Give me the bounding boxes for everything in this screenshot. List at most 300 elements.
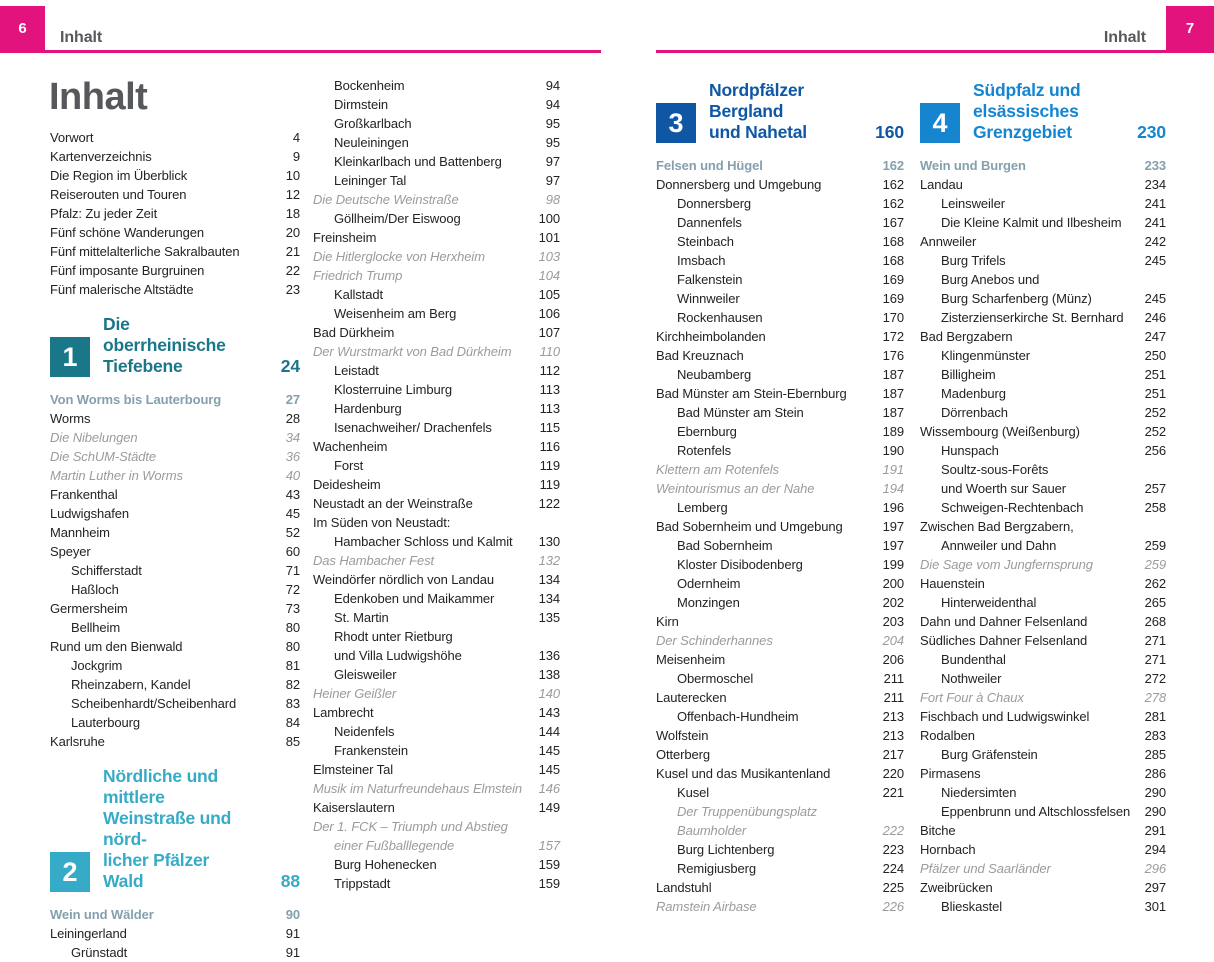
entry-label: Scheibenhardt/Scheibenhard xyxy=(71,696,237,711)
toc-feature-entry xyxy=(313,817,560,836)
entry-label: Zweibrücken xyxy=(920,880,993,895)
entry-label: Isenachweiher/ Drachenfels xyxy=(334,420,492,435)
toc-entry xyxy=(920,270,1166,289)
entry-label: Dirmstein xyxy=(334,97,388,112)
entry-label: Pfälzer und Saarländer xyxy=(920,861,1051,876)
entry-page-number: 143 xyxy=(538,705,560,720)
entry-page-number: 21 xyxy=(285,244,300,259)
entry-page-number: 162 xyxy=(882,177,904,192)
entry-label: Bad Dürkheim xyxy=(313,325,395,340)
entry-label: Steinbach xyxy=(677,234,734,249)
entry-page-number: 169 xyxy=(882,272,904,287)
entry-page-number: 52 xyxy=(285,525,300,540)
toc-feature-entry xyxy=(656,821,904,840)
entry-page-number: 4 xyxy=(292,130,300,145)
toc-entry xyxy=(920,213,1166,232)
entry-label: Gleisweiler xyxy=(334,667,397,682)
toc-entry xyxy=(313,133,560,152)
entry-label: Burg Anebos und xyxy=(941,272,1040,287)
entry-page-number: 94 xyxy=(545,78,560,93)
toc-entry xyxy=(313,418,560,437)
chapter-title-line: Weinstraße und nörd- xyxy=(103,808,232,849)
chapter-title-line: Grenzgebiet xyxy=(973,122,1072,142)
entry-page-number: 213 xyxy=(882,709,904,724)
entry-label: Die Deutsche Weinstraße xyxy=(313,192,459,207)
entry-label: Kloster Disibodenberg xyxy=(677,557,803,572)
entry-label: Die Nibelungen xyxy=(50,430,138,445)
toc-entry xyxy=(313,798,560,817)
toc-entry xyxy=(50,637,300,656)
entry-page-number: 251 xyxy=(1144,386,1166,401)
entry-page-number: 162 xyxy=(882,158,904,173)
entry-page-number: 268 xyxy=(1144,614,1166,629)
entry-page-number: 221 xyxy=(882,785,904,800)
entry-page-number: 10 xyxy=(285,168,300,183)
entry-label: Burg Gräfenstein xyxy=(941,747,1038,762)
entry-page-number: 245 xyxy=(1144,253,1166,268)
entry-page-number: 95 xyxy=(545,116,560,131)
entry-label: Odernheim xyxy=(677,576,741,591)
entry-label: Annweiler und Dahn xyxy=(941,538,1057,553)
entry-page-number: 144 xyxy=(538,724,560,739)
entry-page-number: 257 xyxy=(1144,481,1166,496)
toc-entry xyxy=(920,251,1166,270)
entry-page-number: 251 xyxy=(1144,367,1166,382)
entry-label: Donnersberg und Umgebung xyxy=(656,177,822,192)
entry-label: Deidesheim xyxy=(313,477,381,492)
entry-page-number: 80 xyxy=(285,639,300,654)
toc-entry xyxy=(920,764,1166,783)
entry-label: Frankenthal xyxy=(50,487,118,502)
toc-feature-entry xyxy=(313,247,560,266)
chapter-page-number: 160 xyxy=(875,122,904,142)
toc-entry xyxy=(313,152,560,171)
toc-entry xyxy=(656,593,904,612)
toc-entry xyxy=(656,517,904,536)
entry-label: Fünf schöne Wanderungen xyxy=(50,225,205,240)
entry-label: Bad Kreuznach xyxy=(656,348,744,363)
entry-label: Burg Scharfenberg (Münz) xyxy=(941,291,1092,306)
entry-page-number: 168 xyxy=(882,234,904,249)
toc-entry xyxy=(656,878,904,897)
entry-label: Rockenhausen xyxy=(677,310,763,325)
chapter-title-line: Tiefebene xyxy=(103,356,183,376)
toc-feature-entry xyxy=(313,779,560,798)
entry-page-number: 187 xyxy=(882,405,904,420)
toc-feature-entry xyxy=(656,802,904,821)
entry-page-number: 116 xyxy=(539,439,560,454)
entry-page-number: 91 xyxy=(285,926,300,941)
toc-entry xyxy=(50,166,300,185)
chapter-page-number: 88 xyxy=(280,871,300,891)
toc-feature-entry xyxy=(313,684,560,703)
entry-label: Offenbach-Hundheim xyxy=(677,709,799,724)
entry-label: Rheinzabern, Kandel xyxy=(71,677,191,692)
entry-page-number: 36 xyxy=(285,449,300,464)
entry-page-number: 113 xyxy=(539,401,560,416)
toc-entry xyxy=(50,504,300,523)
toc-entry xyxy=(313,228,560,247)
chapter-number-box: 4 xyxy=(920,103,960,143)
toc-entry xyxy=(656,498,904,517)
toc-entry xyxy=(920,631,1166,650)
entry-page-number: 105 xyxy=(538,287,560,302)
chapter-title-line: Die oberrheinische xyxy=(103,314,226,355)
entry-label: Trippstadt xyxy=(334,876,391,891)
toc-entry xyxy=(920,175,1166,194)
entry-label: Donnersberg xyxy=(677,196,752,211)
entry-page-number: 234 xyxy=(1144,177,1166,192)
entry-label: Klingenmünster xyxy=(941,348,1030,363)
entry-page-number: 27 xyxy=(285,392,300,407)
entry-page-number: 80 xyxy=(285,620,300,635)
toc-entry xyxy=(50,943,300,962)
entry-page-number: 242 xyxy=(1144,234,1166,249)
entry-label: Niedersimten xyxy=(941,785,1017,800)
toc-entry xyxy=(50,656,300,675)
entry-page-number: 197 xyxy=(882,538,904,553)
entry-page-number: 122 xyxy=(538,496,560,511)
entry-label: Pfalz: Zu jeder Zeit xyxy=(50,206,158,221)
entry-label: Soultz-sous-Forêts xyxy=(941,462,1049,477)
toc-entry xyxy=(50,223,300,242)
entry-page-number: 252 xyxy=(1144,424,1166,439)
entry-label: Germersheim xyxy=(50,601,128,616)
entry-page-number: 159 xyxy=(538,857,560,872)
entry-page-number: 43 xyxy=(285,487,300,502)
entry-page-number: 220 xyxy=(882,766,904,781)
entry-label: Kirchheimbolanden xyxy=(656,329,766,344)
toc-entry xyxy=(50,599,300,618)
entry-label: Leiningerland xyxy=(50,926,127,941)
entry-page-number: 40 xyxy=(285,468,300,483)
entry-page-number: 226 xyxy=(882,899,904,914)
entry-label: Speyer xyxy=(50,544,91,559)
entry-label: Hinterweidenthal xyxy=(941,595,1037,610)
toc-entry xyxy=(656,327,904,346)
entry-page-number: 187 xyxy=(882,367,904,382)
entry-label: Kusel xyxy=(677,785,710,800)
entry-page-number: 297 xyxy=(1144,880,1166,895)
entry-page-number: 301 xyxy=(1144,899,1166,914)
toc-entry xyxy=(920,403,1166,422)
entry-label: Die Region im Überblick xyxy=(50,168,188,183)
chapter-page-number: 24 xyxy=(280,356,300,376)
toc-entry xyxy=(50,580,300,599)
entry-label: Heiner Geißler xyxy=(313,686,397,701)
entry-page-number: 256 xyxy=(1144,443,1166,458)
entry-page-number: 60 xyxy=(285,544,300,559)
entry-label: Ludwigshafen xyxy=(50,506,130,521)
page-title: Inhalt xyxy=(49,76,148,118)
entry-label: Lauterecken xyxy=(656,690,727,705)
entry-label: Wachenheim xyxy=(313,439,388,454)
entry-label: Bellheim xyxy=(71,620,121,635)
page-number-tab-right: 7 xyxy=(1166,6,1214,50)
entry-label: Lambrecht xyxy=(313,705,374,720)
entry-label: Leininger Tal xyxy=(334,173,407,188)
toc-entry xyxy=(50,542,300,561)
toc-entry xyxy=(313,437,560,456)
toc-subhead xyxy=(50,905,300,924)
entry-page-number: 97 xyxy=(545,173,560,188)
entry-page-number: 22 xyxy=(285,263,300,278)
entry-page-number: 167 xyxy=(882,215,904,230)
entry-page-number: 97 xyxy=(545,154,560,169)
entry-label: Leistadt xyxy=(334,363,379,378)
entry-page-number: 172 xyxy=(882,329,904,344)
toc-entry xyxy=(313,304,560,323)
entry-label: Der Wurstmarkt von Bad Dürkheim xyxy=(313,344,512,359)
entry-label: Eppenbrunn und Altschlossfelsen xyxy=(941,804,1131,819)
entry-page-number: 285 xyxy=(1144,747,1166,762)
entry-page-number: 252 xyxy=(1144,405,1166,420)
toc-entry xyxy=(920,346,1166,365)
entry-label: Kallstadt xyxy=(334,287,383,302)
entry-page-number: 12 xyxy=(285,187,300,202)
toc-entry xyxy=(50,280,300,299)
entry-label: Lauterbourg xyxy=(71,715,141,730)
entry-page-number: 272 xyxy=(1144,671,1166,686)
entry-label: Bad Münster am Stein xyxy=(677,405,804,420)
toc-entry xyxy=(656,859,904,878)
toc-entry xyxy=(313,589,560,608)
toc-entry xyxy=(920,460,1166,479)
toc-entry xyxy=(656,251,904,270)
entry-page-number: 91 xyxy=(285,945,300,960)
toc-entry xyxy=(50,732,300,751)
toc-entry xyxy=(50,204,300,223)
entry-page-number: 119 xyxy=(539,458,560,473)
entry-label: Kirn xyxy=(656,614,679,629)
entry-label: Freinsheim xyxy=(313,230,377,245)
entry-label: Lemberg xyxy=(677,500,728,515)
entry-label: Worms xyxy=(50,411,91,426)
entry-page-number: 294 xyxy=(1144,842,1166,857)
chapter-title-line: Südpfalz und elsässisches xyxy=(973,80,1081,121)
entry-page-number: 203 xyxy=(882,614,904,629)
entry-label: Hauenstein xyxy=(920,576,985,591)
toc-entry xyxy=(920,289,1166,308)
toc-entry xyxy=(656,308,904,327)
toc-chapter xyxy=(50,766,300,892)
toc-entry xyxy=(656,270,904,289)
toc-entry xyxy=(656,745,904,764)
entry-label: Ramstein Airbase xyxy=(656,899,757,914)
entry-label: Großkarlbach xyxy=(334,116,412,131)
chapter-title-line: licher Pfälzer Wald xyxy=(103,850,210,891)
toc-entry xyxy=(50,713,300,732)
entry-page-number: 82 xyxy=(285,677,300,692)
toc-entry xyxy=(313,380,560,399)
entry-label: Bad Sobernheim und Umgebung xyxy=(656,519,843,534)
entry-page-number: 107 xyxy=(538,325,560,340)
entry-label: Dahn und Dahner Felsenland xyxy=(920,614,1088,629)
entry-label: Landstuhl xyxy=(656,880,712,895)
entry-label: Schifferstadt xyxy=(71,563,142,578)
toc-entry xyxy=(920,878,1166,897)
entry-page-number: 281 xyxy=(1144,709,1166,724)
toc-entry xyxy=(313,703,560,722)
toc-entry xyxy=(920,574,1166,593)
entry-page-number: 250 xyxy=(1144,348,1166,363)
toc-feature-entry xyxy=(656,897,904,916)
toc-entry xyxy=(920,365,1166,384)
entry-label: Rhodt unter Rietburg xyxy=(334,629,453,644)
entry-page-number: 23 xyxy=(285,282,300,297)
entry-label: Bad Sobernheim xyxy=(677,538,773,553)
toc-column-4 xyxy=(920,78,1166,916)
toc-entry xyxy=(313,760,560,779)
entry-page-number: 28 xyxy=(285,411,300,426)
chapter-page-number: 230 xyxy=(1137,122,1166,142)
toc-entry xyxy=(313,399,560,418)
toc-entry xyxy=(313,513,560,532)
toc-entry xyxy=(50,242,300,261)
chapter-number-box: 3 xyxy=(656,103,696,143)
toc-entry xyxy=(313,285,560,304)
entry-label: Jockgrim xyxy=(71,658,123,673)
toc-feature-entry xyxy=(656,479,904,498)
entry-label: Reiserouten und Touren xyxy=(50,187,187,202)
toc-feature-entry xyxy=(50,447,300,466)
toc-entry xyxy=(50,675,300,694)
toc-entry xyxy=(313,361,560,380)
entry-label: Wein und Burgen xyxy=(920,158,1026,173)
toc-entry xyxy=(313,665,560,684)
toc-entry xyxy=(920,384,1166,403)
toc-entry xyxy=(920,593,1166,612)
entry-page-number: 73 xyxy=(285,601,300,616)
entry-page-number: 119 xyxy=(539,477,560,492)
entry-page-number: 194 xyxy=(882,481,904,496)
entry-label: Dannenfels xyxy=(677,215,742,230)
entry-page-number: 138 xyxy=(538,667,560,682)
toc-subhead xyxy=(920,156,1166,175)
entry-label: Die SchUM-Städte xyxy=(50,449,157,464)
entry-label: Neustadt an der Weinstraße xyxy=(313,496,473,511)
toc-feature-entry xyxy=(656,631,904,650)
chapter-title xyxy=(103,314,300,377)
entry-label: Wissembourg (Weißenburg) xyxy=(920,424,1080,439)
entry-label: Martin Luther in Worms xyxy=(50,468,183,483)
entry-page-number: 211 xyxy=(883,690,904,705)
toc-entry xyxy=(313,323,560,342)
entry-label: Billigheim xyxy=(941,367,996,382)
entry-label: Haßloch xyxy=(71,582,119,597)
toc-entry xyxy=(656,612,904,631)
entry-label: Wolfstein xyxy=(656,728,709,743)
toc-column-1 xyxy=(50,128,300,962)
toc-entry xyxy=(920,232,1166,251)
chapter-number-box: 2 xyxy=(50,852,90,892)
entry-label: Burg Lichtenberg xyxy=(677,842,775,857)
toc-entry xyxy=(50,523,300,542)
toc-entry xyxy=(656,422,904,441)
entry-label: und Villa Ludwigshöhe xyxy=(334,648,462,663)
toc-entry xyxy=(920,726,1166,745)
toc-entry xyxy=(656,536,904,555)
entry-label: Fort Four à Chaux xyxy=(920,690,1024,705)
toc-entry xyxy=(656,365,904,384)
entry-page-number: 159 xyxy=(538,876,560,891)
toc-entry xyxy=(656,232,904,251)
toc-column-2 xyxy=(313,76,560,893)
toc-entry xyxy=(50,147,300,166)
magenta-rule-right xyxy=(656,50,1214,53)
toc-entry xyxy=(313,209,560,228)
entry-label: Neuleiningen xyxy=(334,135,409,150)
entry-label: Remigiusberg xyxy=(677,861,757,876)
entry-page-number: 113 xyxy=(539,382,560,397)
entry-label: Die Kleine Kalmit und Ilbesheim xyxy=(941,215,1122,230)
entry-page-number: 197 xyxy=(882,519,904,534)
toc-feature-entry xyxy=(50,428,300,447)
entry-label: Felsen und Hügel xyxy=(656,158,763,173)
entry-page-number: 83 xyxy=(285,696,300,711)
entry-label: Das Hambacher Fest xyxy=(313,553,435,568)
entry-label: Wein und Wälder xyxy=(50,907,154,922)
toc-entry xyxy=(920,707,1166,726)
entry-label: Kaiserslautern xyxy=(313,800,395,815)
entry-label: Weintourismus an der Nahe xyxy=(656,481,815,496)
entry-page-number: 278 xyxy=(1144,690,1166,705)
entry-page-number: 176 xyxy=(882,348,904,363)
toc-entry xyxy=(313,95,560,114)
entry-page-number: 45 xyxy=(285,506,300,521)
toc-entry xyxy=(656,840,904,859)
entry-label: Südliches Dahner Felsenland xyxy=(920,633,1088,648)
page-number-tab-left: 6 xyxy=(0,6,45,50)
page-header-label-right: Inhalt xyxy=(1103,29,1146,46)
entry-page-number: 187 xyxy=(882,386,904,401)
entry-page-number: 271 xyxy=(1144,633,1166,648)
toc-feature-entry xyxy=(50,466,300,485)
toc-feature-entry xyxy=(313,266,560,285)
toc-entry xyxy=(920,194,1166,213)
entry-label: Leinsweiler xyxy=(941,196,1005,211)
toc-entry xyxy=(50,485,300,504)
toc-entry xyxy=(656,688,904,707)
entry-page-number: 71 xyxy=(285,563,300,578)
toc-entry xyxy=(313,76,560,95)
entry-label: Vorwort xyxy=(50,130,94,145)
entry-label: Forst xyxy=(334,458,364,473)
entry-label: Fischbach und Ludwigswinkel xyxy=(920,709,1090,724)
entry-label: Friedrich Trump xyxy=(313,268,403,283)
entry-page-number: 199 xyxy=(882,557,904,572)
toc-entry xyxy=(656,213,904,232)
toc-feature-entry xyxy=(313,342,560,361)
entry-label: Kartenverzeichnis xyxy=(50,149,152,164)
entry-page-number: 286 xyxy=(1144,766,1166,781)
entry-label: Bundenthal xyxy=(941,652,1006,667)
entry-label: Bitche xyxy=(920,823,956,838)
entry-page-number: 34 xyxy=(285,430,300,445)
entry-label: Obermoschel xyxy=(677,671,754,686)
entry-label: Hornbach xyxy=(920,842,976,857)
entry-page-number: 290 xyxy=(1144,804,1166,819)
entry-page-number: 241 xyxy=(1144,196,1166,211)
chapter-title-line: und Nahetal xyxy=(709,122,807,142)
toc-entry xyxy=(50,694,300,713)
toc-entry xyxy=(920,479,1166,498)
entry-label: Frankenstein xyxy=(334,743,408,758)
toc-subhead xyxy=(50,390,300,409)
entry-label: Im Süden von Neustadt: xyxy=(313,515,451,530)
toc-feature-entry xyxy=(920,859,1166,878)
entry-label: Zisterzienserkirche St. Bernhard xyxy=(941,310,1124,325)
